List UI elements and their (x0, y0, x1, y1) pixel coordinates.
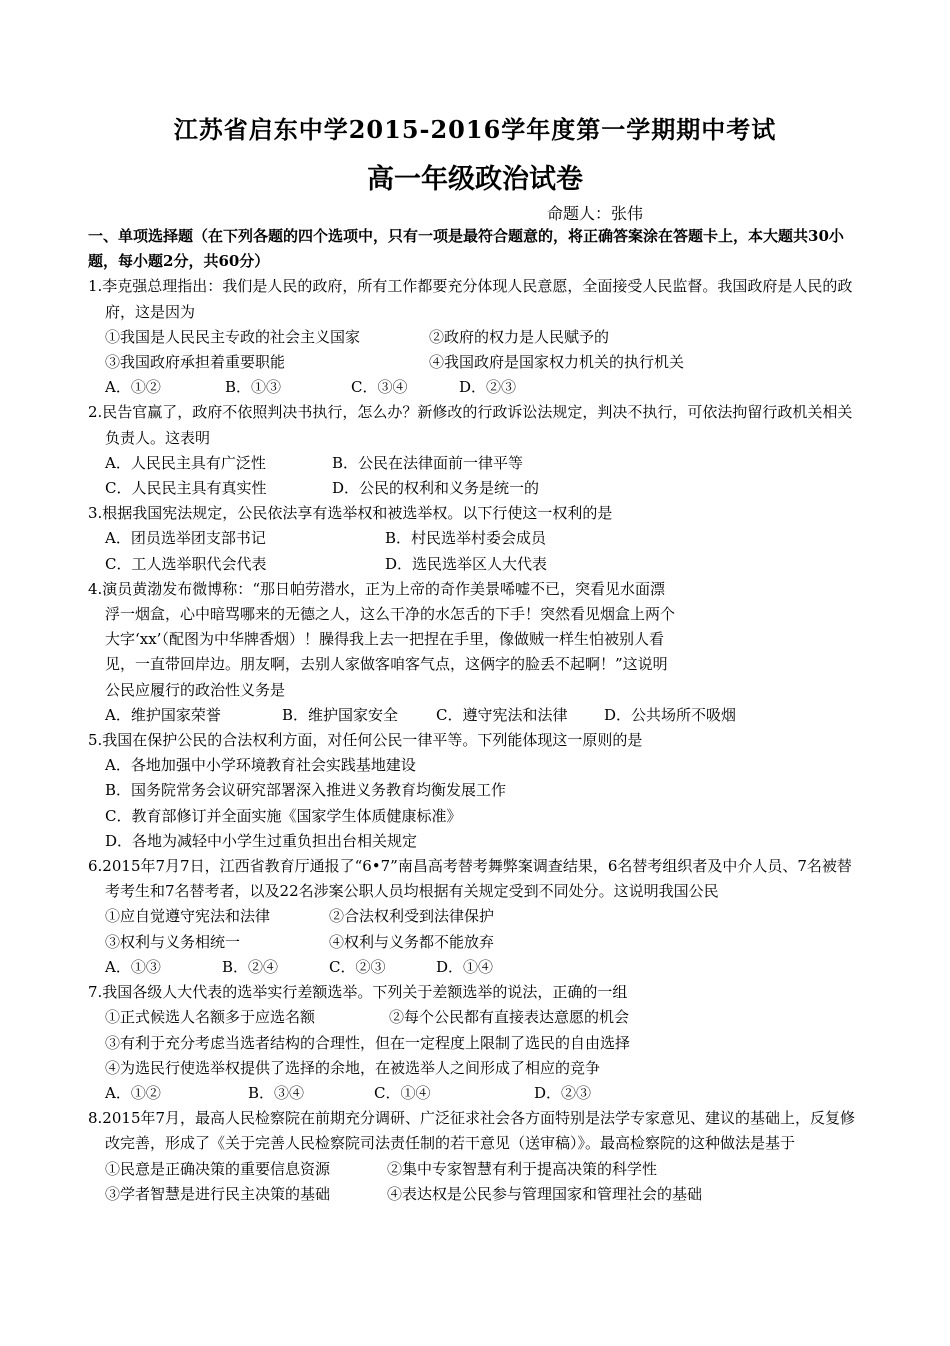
question-6-statements-row2 (88, 930, 864, 955)
question-4-option-a: A．维护国家荣誉 (105, 705, 221, 724)
question-1-statement-4: ④我国政府是国家权力机关的执行机关 (429, 353, 685, 372)
question-5-stem: 5.我国在保护公民的合法权利方面，对任何公民一律平等。下列能体现这一原则的是 (88, 731, 643, 750)
question-7-statement-2: ②每个公民都有直接表达意愿的机会 (389, 1008, 630, 1027)
question-3-option-d: D．选民选举区人大代表 (385, 554, 548, 573)
question-7-option-b: B．③④ (248, 1083, 305, 1102)
question-6-statement-4: ④权利与义务都不能放弃 (329, 932, 495, 951)
question-1-option-b: B．①③ (225, 378, 282, 397)
question-4-line-4: 见，一直带回岸边。朋友啊，去别人家做客咱客气点，这俩字的脸丢不起啊！”这说明 (105, 655, 668, 674)
question-6-option-b: B．②④ (222, 957, 279, 976)
question-3-option-b: B．村民选举村委会成员 (385, 529, 547, 548)
question-2-option-c: C．人民民主具有真实性 (105, 479, 267, 498)
question-4-line-5: 公民应履行的政治性义务是 (105, 680, 286, 699)
question-8-statement-1: ①民意是正确决策的重要信息资源 (105, 1159, 331, 1178)
question-8-statement-4: ④表达权是公民参与管理国家和管理社会的基础 (387, 1184, 703, 1203)
question-2-option-b: B．公民在法律面前一律平等 (332, 453, 524, 472)
question-7-stem: 7.我国各级人大代表的选举实行差额选举。下列关于差额选举的说法，正确的一组 (88, 983, 628, 1002)
question-1-options (88, 375, 864, 400)
question-8-stem: 8.2015年7月，最高人民检察院在前期充分调研、广泛征求社会各方面特别是法学专家意见、建议的基础上，反复修改完善，形成了《关于完善人民检察院司法责任制的若干意见（送审稿）》。最高检察院的这种做法是基于 (88, 1109, 856, 1153)
question-4-options (88, 703, 864, 728)
question-1-statement-1: ①我国是人民民主专政的社会主义国家 (105, 327, 361, 346)
question-7-statement-1: ①正式候选人名额多于应选名额 (105, 1008, 316, 1027)
exam-content (88, 224, 864, 1207)
question-7-option-a: A．①② (105, 1083, 161, 1102)
question-2-option-d: D．公民的权利和义务是统一的 (332, 479, 540, 498)
question-7-option-d: D．②③ (534, 1083, 592, 1102)
question-3-options-row2 (88, 552, 864, 577)
question-6-statement-2: ②合法权利受到法律保护 (329, 907, 495, 926)
question-5-option-a: A．各地加强中小学环境教育社会实践基地建设 (105, 756, 416, 775)
question-1-stem: 1.李克强总理指出：我们是人民的政府，所有工作都要充分体现人民意愿，全面接受人民监督。我国政府是人民的政府，这是因为 (88, 277, 853, 321)
question-7-statements-row1 (88, 1005, 864, 1030)
question-6-options (88, 955, 864, 980)
question-7-option-c: C．①④ (374, 1083, 431, 1102)
question-6-option-c: C．②③ (329, 957, 386, 976)
question-3-stem: 3.根据我国宪法规定，公民依法享有选举权和被选举权。以下行使这一权利的是 (88, 504, 613, 523)
question-4-line-3: 大字‘xx’（配图为中华牌香烟）！臊得我上去一把捏在手里，像做贼一样生怕被别人看 (105, 630, 664, 649)
question-1-statement-3: ③我国政府承担着重要职能 (105, 353, 286, 372)
question-8-statements-row2 (88, 1182, 864, 1207)
question-2-options-row1 (88, 451, 864, 476)
question-5-option-b: B．国务院常务会议研究部署深入推进义务教育均衡发展工作 (105, 781, 507, 800)
question-6-statement-3: ③权利与义务相统一 (105, 932, 241, 951)
question-5-option-d: D．各地为减轻中小学生过重负担出台相关规定 (105, 831, 418, 850)
question-3-option-a: A．团员选举团支部书记 (105, 529, 266, 548)
question-8-statements-row1 (88, 1157, 864, 1182)
question-1-statements-row2 (88, 350, 864, 375)
exam-title: 江苏省启东中学2015-2016学年度第一学期期中考试 (173, 115, 777, 144)
question-2-stem: 2.民告官赢了，政府不依照判决书执行，怎么办？新修改的行政诉讼法规定，判决不执行，可依法拘留行政机关相关负责人。这表明 (88, 403, 853, 447)
question-8-statement-2: ②集中专家智慧有利于提高决策的科学性 (387, 1159, 658, 1178)
question-1-statements-row1 (88, 325, 864, 350)
question-1-option-c: C．③④ (351, 378, 408, 397)
question-2-options-row2 (88, 476, 864, 501)
question-4-line-1: 4.演员黄渤发布微博称：“那日帕劳潜水，正为上帝的奇作美景唏嘘不已，突看见水面漂 (88, 579, 665, 598)
question-1-option-a: A．①② (105, 378, 161, 397)
question-6-statement-1: ①应自觉遵守宪法和法律 (105, 907, 271, 926)
exam-author: 命题人：张伟 (547, 204, 644, 223)
question-5-option-c: C．教育部修订并全面实施《国家学生体质健康标准》 (105, 806, 462, 825)
question-7-statement-4: ④为选民行使选举权提供了选择的余地，在被选举人之间形成了相应的竞争 (105, 1058, 601, 1077)
question-7-statement-3: ③有利于充分考虑当选者结构的合理性，但在一定程度上限制了选民的自由选择 (105, 1033, 631, 1052)
question-6-statements-row1 (88, 904, 864, 929)
question-4-line-2: 浮一烟盒，心中暗骂哪来的无德之人，这么干净的水怎舌的下手！突然看见烟盒上两个 (105, 605, 676, 624)
question-1-option-d: D．②③ (459, 378, 517, 397)
question-6-option-a: A．①③ (105, 957, 161, 976)
section-heading: 一、单项选择题（在下列各题的四个选项中，只有一项是最符合题意的，将正确答案涂在答题卡上，本大题共30小题，每小题2分，共60分） (88, 227, 844, 271)
question-7-options (88, 1081, 864, 1106)
question-3-options-row1 (88, 526, 864, 551)
question-4-option-b: B．维护国家安全 (282, 705, 399, 724)
question-6-stem: 6.2015年7月7日，江西省教育厅通报了“6•7”南昌高考替考舞弊案调查结果，6名替考组织者及中介人员、7名被替考考生和7名替考者，以及22名涉案公职人员均根据有关规定受到不同处分。这说明我国公民 (88, 857, 852, 901)
question-8-statement-3: ③学者智慧是进行民主决策的基础 (105, 1184, 331, 1203)
question-4-option-c: C．遵守宪法和法律 (436, 705, 568, 724)
question-3-option-c: C．工人选举职代会代表 (105, 554, 267, 573)
exam-subtitle: 高一年级政治试卷 (367, 164, 583, 195)
question-1-statement-2: ②政府的权力是人民赋予的 (429, 327, 610, 346)
question-6-option-d: D．①④ (436, 957, 494, 976)
question-2-option-a: A．人民民主具有广泛性 (105, 453, 266, 472)
question-4-option-d: D．公共场所不吸烟 (604, 705, 737, 724)
